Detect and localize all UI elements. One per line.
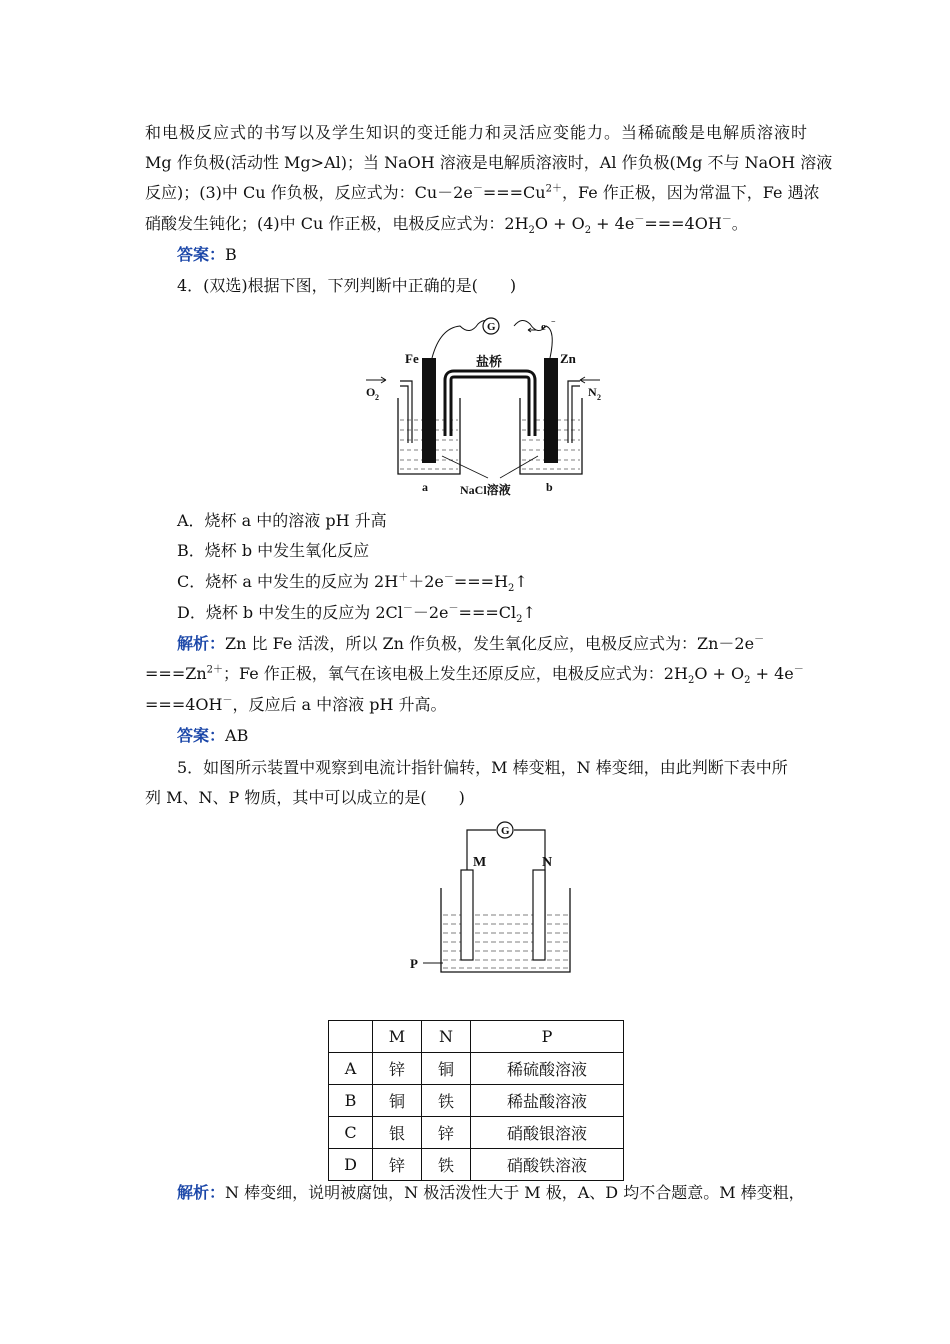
table-cell: 锌 — [373, 1053, 422, 1085]
q4-stem: 4．(双选)根据下图，下列判断中正确的是( ) — [177, 276, 517, 295]
q5-stem-line-2: 列 M、N、P 物质，其中可以成立的是( ) — [145, 788, 465, 807]
p-label: P — [410, 956, 418, 971]
intro-line-2: Mg 作负极(活动性 Mg>Al)；当 NaOH 溶液是电解质溶液时，Al 作负极(Mg 不与 NaOH 溶液 — [145, 153, 833, 172]
table-cell: 稀硫酸溶液 — [471, 1053, 624, 1085]
electrolysis-cell-figure — [405, 820, 580, 980]
table-cell: 锌 — [373, 1149, 422, 1181]
table-row — [329, 1117, 624, 1149]
intro-line-3: 反应)；(3)中 Cu 作负极，反应式为：$Cu-2e^-===Cu^{2+}$，Fe 作正极，因为常温下，Fe 遇浓 — [145, 183, 820, 202]
table-row — [329, 1149, 624, 1181]
salt-bridge-label: 盐桥 — [476, 354, 503, 369]
nacl-label: NaCl溶液 — [460, 483, 511, 497]
q4-option-d: D．烧杯 b 中发生的反应为 $2Cl^--2e^-===Cl_2↑$ — [177, 603, 536, 626]
q5-options-table — [328, 1020, 624, 1181]
fe-label: Fe — [405, 351, 419, 366]
table-header — [329, 1021, 373, 1053]
svg-text:2: 2 — [597, 393, 601, 402]
q4-option-a: A．烧杯 a 中的溶液 pH 升高 — [177, 511, 387, 530]
table-header: M — [373, 1021, 422, 1053]
answer-4: 答案：AB — [177, 726, 249, 745]
m-label: M — [473, 855, 487, 870]
zn-label: Zn — [560, 351, 576, 366]
intro-line-4: 硝酸发生钝化；(4)中 Cu 作正极，电极反应式为：$2H_2O + O_2 + 4e^-===4OH^-$。 — [145, 214, 748, 237]
table-cell: 硝酸铁溶液 — [471, 1149, 624, 1181]
table-cell: 铜 — [373, 1085, 422, 1117]
q4-analysis-line-3: ===4OH－，反应后 a 中溶液 pH 升高。 — [145, 695, 447, 714]
table-row — [329, 1085, 624, 1117]
table-cell: B — [329, 1085, 373, 1117]
q4-option-c: C．烧杯 a 中发生的反应为 $2H^++2e^-===H_2↑$ — [177, 572, 528, 595]
table-cell: 铁 — [422, 1085, 471, 1117]
table-cell: D — [329, 1149, 373, 1181]
q5-stem-line-1: 5．如图所示装置中观察到电流计指针偏转，M 棒变粗，N 棒变细，由此判断下表中所 — [177, 758, 788, 777]
table-cell: 铁 — [422, 1149, 471, 1181]
table-cell: 锌 — [422, 1117, 471, 1149]
galvanometer-label: G — [487, 321, 496, 333]
q4-analysis-line-2: $===Zn^{2+}$；Fe 作正极，氧气在该电极上发生还原反应，电极反应式为：$2H_2O + O_2 + 4e^-$ — [145, 664, 804, 687]
beaker-b-label: b — [546, 480, 553, 494]
table-header: N — [422, 1021, 471, 1053]
galvanometer-label-2: G — [501, 825, 510, 837]
table-cell: C — [329, 1117, 373, 1149]
q5-analysis-line-1: 解析：N 棒变细，说明被腐蚀，N 极活泼性大于 M 极，A、D 均不合题意。M 棒变粗， — [177, 1183, 805, 1202]
galvanic-cell-figure — [360, 308, 610, 503]
table-row — [329, 1053, 624, 1085]
o2-label: O — [366, 385, 376, 399]
table-header-row — [329, 1021, 624, 1053]
table-header: P — [471, 1021, 624, 1053]
intro-line-1: 和电极反应式的书写以及学生知识的变迁能力和灵活应变能力。当稀硫酸是电解质溶液时 — [145, 123, 807, 142]
table-cell: 银 — [373, 1117, 422, 1149]
q4-analysis-line-1: 解析：Zn 比 Fe 活泼，所以 Zn 作负极，发生氧化反应，电极反应式为：Zn－2e－ — [177, 634, 765, 653]
beaker-a-label: a — [422, 480, 428, 494]
table-cell: 铜 — [422, 1053, 471, 1085]
table-cell: 硝酸银溶液 — [471, 1117, 624, 1149]
q4-option-b: B．烧杯 b 中发生氧化反应 — [177, 541, 370, 560]
electron-label: e — [541, 321, 546, 333]
svg-text:−: − — [551, 317, 556, 326]
svg-text:2: 2 — [375, 393, 379, 402]
answer-3: 答案：B — [177, 245, 237, 264]
n2-label: N — [588, 385, 597, 399]
table-cell: 稀盐酸溶液 — [471, 1085, 624, 1117]
table-cell: A — [329, 1053, 373, 1085]
n-label: N — [542, 855, 553, 870]
